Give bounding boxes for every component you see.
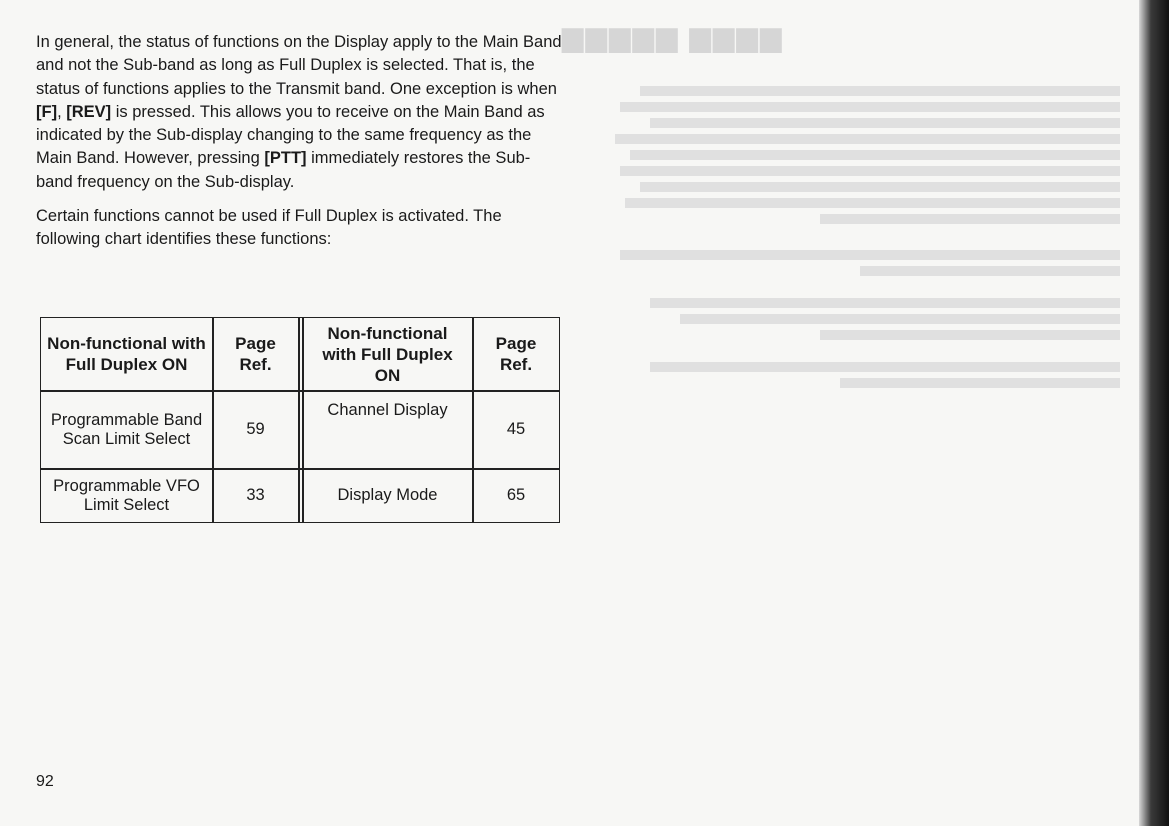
header-function-right: Non-functional with Full Duplex ON: [322, 323, 453, 385]
table-cell-page: 65: [506, 486, 526, 504]
show-through-text: [600, 80, 1120, 394]
key-f-label: [F]: [36, 102, 58, 121]
body-text: [36, 31, 566, 252]
table-cell-page: 33: [246, 486, 265, 504]
header-function-left: Non-functional with Full Duplex ON: [47, 334, 206, 374]
table-cell-function: Programmable Band Scan Limit Select: [50, 410, 203, 448]
key-ptt-label: [PTT]: [264, 149, 307, 168]
page-number: 92: [36, 773, 54, 790]
show-through-title: ▆▆▆▆ ▆▆▆▆▆: [560, 21, 782, 52]
header-page-left: Page Ref.: [235, 334, 276, 374]
table-cell-function: Channel Display: [327, 401, 448, 419]
text-run: In general, the status of functions on the Display apply to the Main Band and not the Sub-band as long as Full Duplex is selected. That is, the status of functions applies to the Transmit band. One exception is when: [36, 33, 562, 98]
table-cell-page: 45: [506, 420, 526, 438]
nonfunctional-table: [40, 317, 560, 523]
paragraph-chart-intro: Certain functions cannot be used if Full Duplex is activated. The following chart identifies these functions:: [36, 207, 502, 249]
page-edge-shadow: [1139, 0, 1169, 826]
header-page-right: Page Ref.: [495, 334, 537, 374]
table-divider: [298, 318, 300, 522]
text-run: ,: [57, 102, 67, 121]
text-run: immediately restores the Sub-band frequency on the Sub-display.: [36, 149, 531, 191]
table-cell-function: Programmable VFO Limit Select: [53, 476, 200, 514]
text-run: is pressed. This allows you to receive on the Main Band as indicated by the Sub-display changing to the same frequency as the Main Band. However, pressing: [36, 102, 545, 168]
table-cell-function: Display Mode: [337, 486, 438, 504]
key-rev-label: [REV]: [66, 102, 112, 121]
table-cell-page: 59: [246, 420, 265, 438]
paragraph-display-status: [36, 31, 566, 194]
